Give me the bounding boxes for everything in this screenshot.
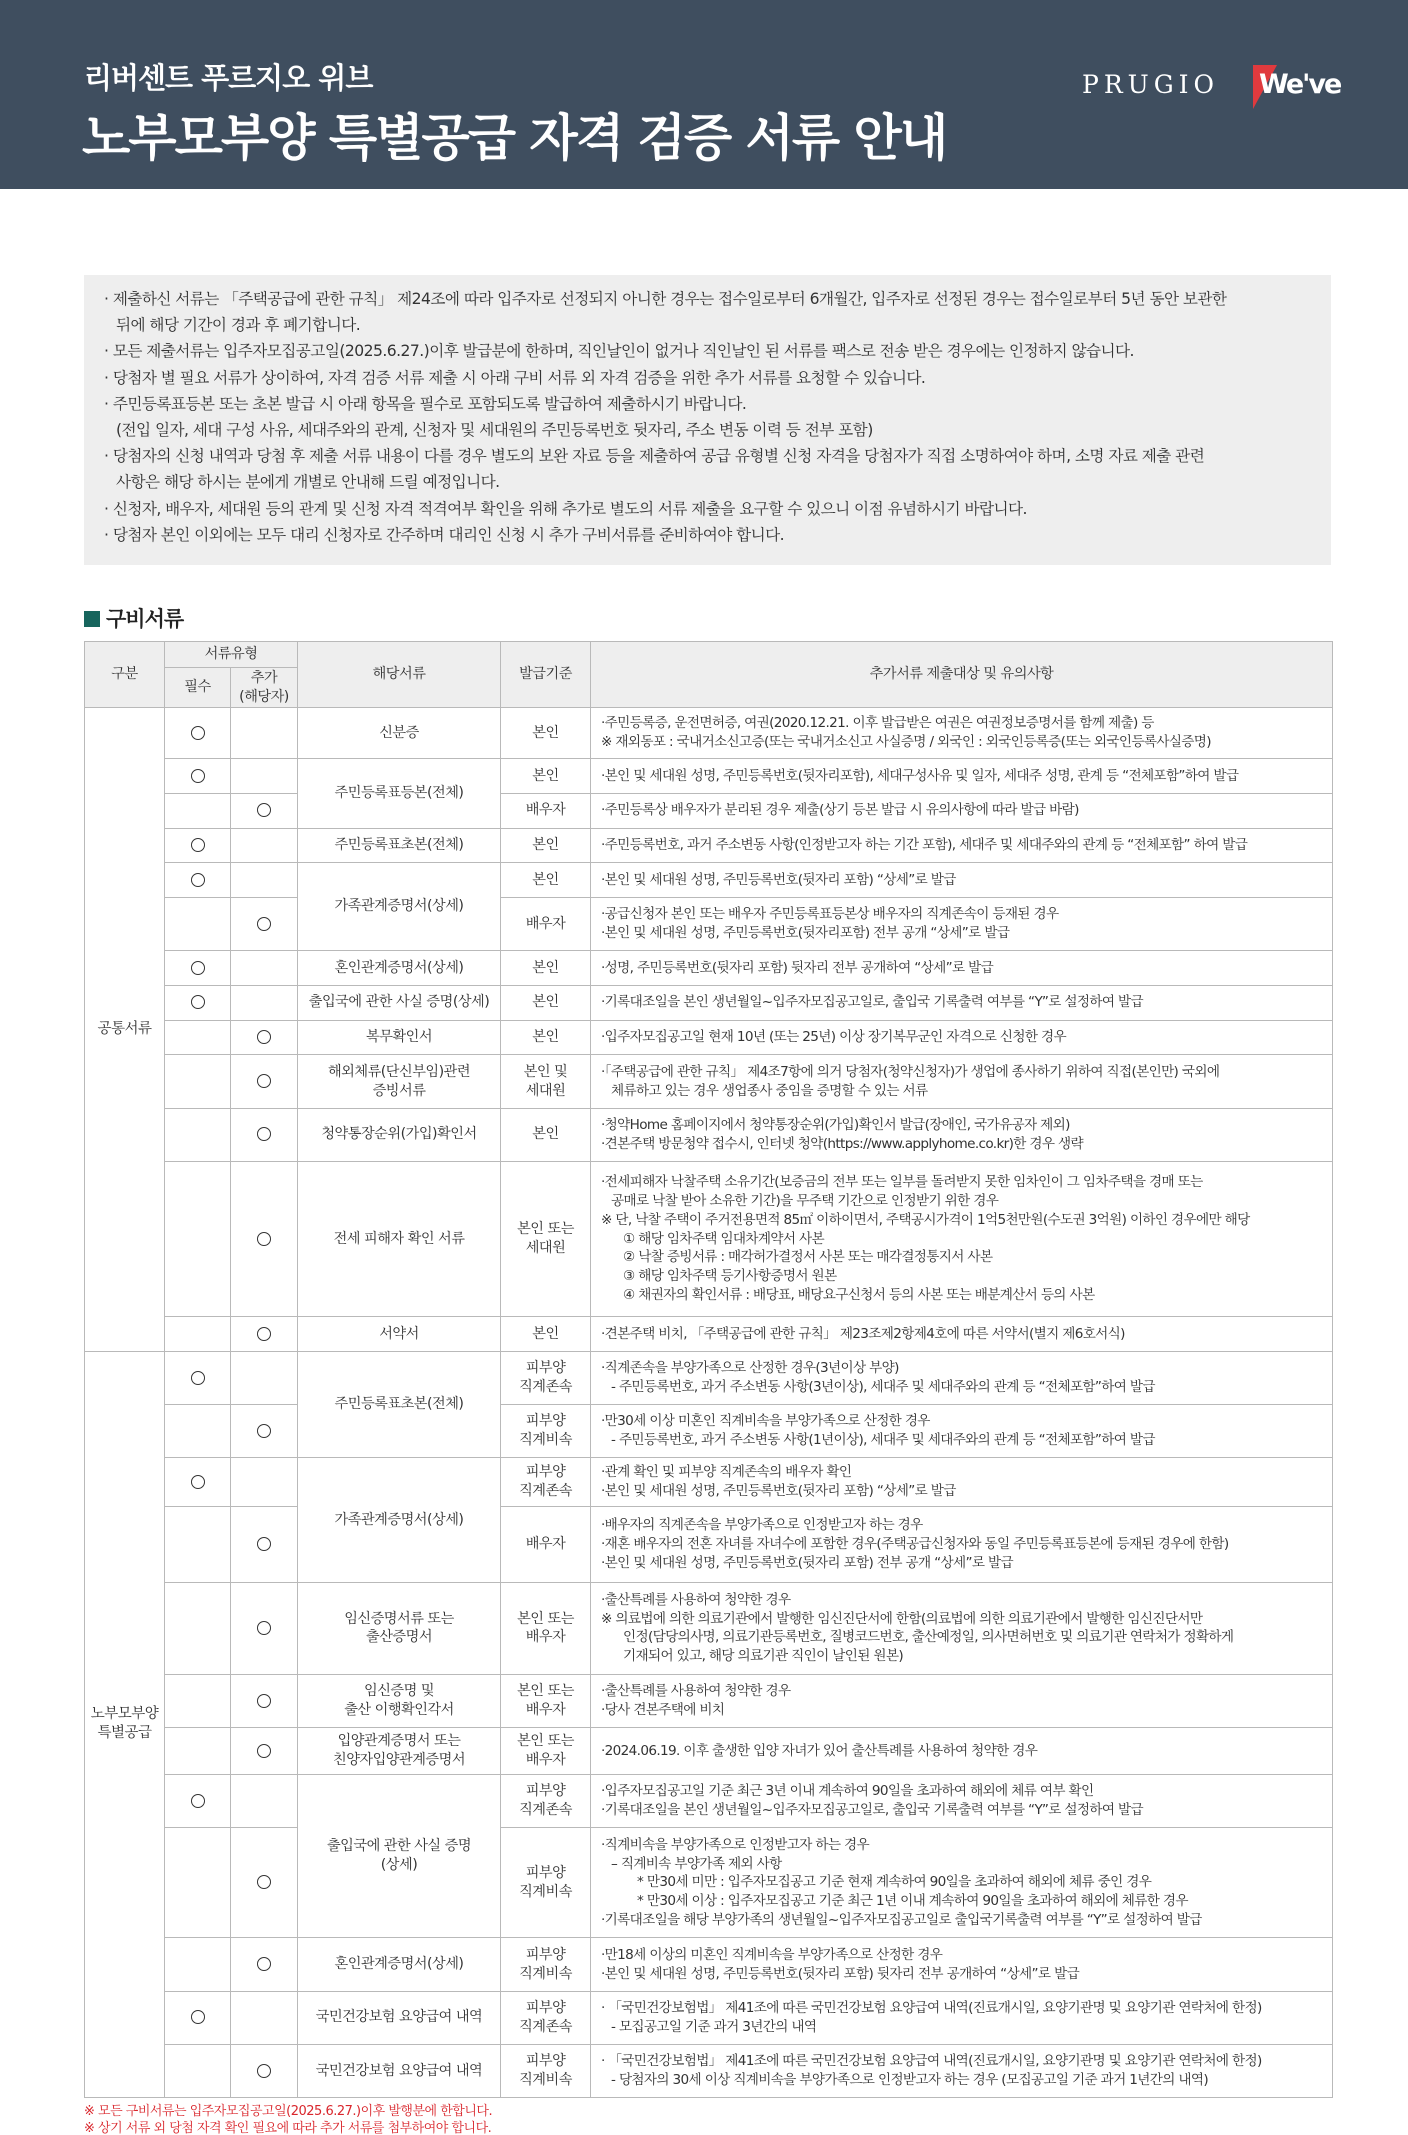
note-line: ·본인 및 세대원 성명, 주민등록번호(뒷자리 포함) 뒷자리 전부 공개하여 “상세”로 발급 <box>601 1965 1080 1982</box>
project-name: 리버센트 푸르지오 위브 <box>84 61 373 95</box>
note-line: ② 낙찰 증빙서류 : 매각허가결정서 사본 또는 매각결정통지서 사본 <box>623 1249 993 1266</box>
note-line: ·재혼 배우자의 전혼 자녀를 자녀수에 포함한 경우(주택공급신청자와 동일 주민등록표등본에 등재된 경우에 한함) <box>601 1536 1229 1553</box>
section-marker-icon <box>84 611 100 627</box>
note-line: ※ 의료법에 의한 의료기관에서 발행한 임신진단서에 한함(의료법에 의한 의료기관에서 발행한 임신진단서만 <box>601 1610 1203 1627</box>
circle-mark-icon <box>257 1424 271 1438</box>
header-doc: 해당서류 <box>298 642 501 708</box>
table-row <box>85 708 1333 759</box>
footnote-line: ※ 모든 구비서류는 입주자모집공고일(2025.6.27.)이후 발행분에 한합니다. <box>84 2104 493 2119</box>
additional-cell <box>231 1828 298 1938</box>
documents-table <box>84 641 1333 2098</box>
table-row <box>85 1774 1333 1827</box>
circle-mark-icon <box>257 1875 271 1889</box>
note-line: * 만30세 이상 : 입주자모집공고 기준 최근 1년 이내 계속하여 90일을 초과하여 해외에 체류한 경우 <box>637 1893 1188 1910</box>
basis-cell: 본인 또는 배우자 <box>501 1727 591 1774</box>
required-cell <box>165 1674 231 1727</box>
additional-cell <box>231 1405 298 1458</box>
basis-cell: 본인 또는 배우자 <box>501 1582 591 1674</box>
notice-line: (전입 일자, 세대 구성 사유, 세대주와의 관계, 신청자 및 세대원의 주민등록번호 뒷자리, 주소 변동 이력 등 전부 포함) <box>116 421 873 440</box>
note-line: ·출산특례를 사용하여 청약한 경우 <box>601 1683 791 1700</box>
table-row <box>85 1055 1333 1108</box>
note-line: ·직계비속을 부양가족으로 인정받고자 하는 경우 <box>601 1836 870 1853</box>
table-row <box>85 951 1333 986</box>
note-line: ·청약Home 홈페이지에서 청약통장순위(가입)확인서 발급(장애인, 국가유공자 제외) <box>601 1116 1070 1133</box>
note-line: ① 해당 임차주택 임대차계약서 사본 <box>623 1230 824 1247</box>
doc-name-cell: 국민건강보험 요양급여 내역 <box>298 1991 501 2044</box>
table-row <box>85 1405 1333 1458</box>
required-cell <box>165 1458 231 1507</box>
required-cell <box>165 2044 231 2097</box>
required-cell <box>165 1405 231 1458</box>
page-header <box>0 0 1408 189</box>
required-cell <box>165 1828 231 1938</box>
note-cell <box>591 863 1333 898</box>
doc-name-cell: 신분증 <box>298 708 501 759</box>
note-cell <box>591 1991 1333 2044</box>
header-note: 추가서류 제출대상 및 유의사항 <box>591 642 1333 708</box>
additional-cell <box>231 1108 298 1161</box>
additional-cell <box>231 1991 298 2044</box>
required-cell <box>165 1938 231 1991</box>
doc-name-cell: 전세 피해자 확인 서류 <box>298 1161 501 1316</box>
circle-mark-icon <box>257 1232 271 1246</box>
note-line: ·2024.06.19. 이후 출생한 입양 자녀가 있어 출산특례를 사용하여 청약한 경우 <box>601 1742 1038 1759</box>
table-row <box>85 1991 1333 2044</box>
footnote-line: ※ 상기 서류 외 당첨 자격 확인 필요에 따라 추가 서류를 첨부하여야 합니다. <box>84 2121 492 2135</box>
basis-cell: 배우자 <box>501 898 591 951</box>
basis-cell: 피부양 직계존속 <box>501 1991 591 2044</box>
note-cell <box>591 1774 1333 1827</box>
additional-cell <box>231 1938 298 1991</box>
basis-cell: 본인 <box>501 951 591 986</box>
required-cell <box>165 1991 231 2044</box>
note-cell <box>591 1108 1333 1161</box>
required-cell <box>165 985 231 1020</box>
doc-name-cell: 가족관계증명서(상세) <box>298 1458 501 1583</box>
table-row <box>85 1458 1333 1507</box>
doc-name-cell: 입양관계증명서 또는 친양자입양관계증명서 <box>298 1727 501 1774</box>
basis-cell: 피부양 직계비속 <box>501 1938 591 1991</box>
note-line: · 「국민건강보험법」 제41조에 따른 국민건강보험 요양급여 내역(진료개시일, 요양기관명 및 요양기관 연락처에 한정) <box>601 1999 1262 2016</box>
note-cell <box>591 1161 1333 1316</box>
note-line: ·출산특례를 사용하여 청약한 경우 <box>601 1591 791 1608</box>
table-row <box>85 1727 1333 1774</box>
circle-mark-icon <box>191 995 205 1009</box>
additional-cell <box>231 1774 298 1827</box>
note-line: ·견본주택 방문청약 접수시, 인터넷 청약(https://www.applyhome.co.kr)한 경우 생략 <box>601 1135 1084 1152</box>
table-row <box>85 1020 1333 1055</box>
notice-line: · 주민등록표등본 또는 초본 발급 시 아래 항목을 필수로 포함되도록 발급하여 제출하시기 바랍니다. <box>104 394 747 413</box>
basis-cell: 본인 <box>501 1317 591 1352</box>
required-cell <box>165 1161 231 1316</box>
basis-cell: 피부양 직계존속 <box>501 1458 591 1507</box>
weve-logo <box>1253 65 1341 109</box>
circle-mark-icon <box>191 2010 205 2024</box>
table-row <box>85 1582 1333 1674</box>
note-line: – 직계비속 부양가족 제외 사항 <box>611 1855 782 1872</box>
doc-name-cell: 혼인관계증명서(상세) <box>298 951 501 986</box>
doc-name-cell: 국민건강보험 요양급여 내역 <box>298 2044 501 2097</box>
note-cell <box>591 828 1333 863</box>
basis-cell: 피부양 직계비속 <box>501 2044 591 2097</box>
note-cell <box>591 985 1333 1020</box>
note-line: * 만30세 미만 : 입주자모집공고 기준 현재 계속하여 90일을 초과하여 해외에 체류 중인 경우 <box>637 1874 1152 1891</box>
required-cell <box>165 951 231 986</box>
note-cell <box>591 1938 1333 1991</box>
basis-cell: 본인 또는 배우자 <box>501 1674 591 1727</box>
required-cell <box>165 759 231 794</box>
note-line: ·「주택공급에 관한 규칙」 제4조7항에 의거 당첨자(청약신청자)가 생업에 종사하기 위하여 직접(본인만) 국외에 <box>601 1063 1220 1080</box>
additional-cell <box>231 951 298 986</box>
note-line: ·주민등록증, 운전면허증, 여권(2020.12.21. 이후 발급받은 여권은 여권정보증명서를 함께 제출) 등 <box>601 715 1154 732</box>
circle-mark-icon <box>191 726 205 740</box>
basis-cell: 본인 <box>501 828 591 863</box>
additional-cell <box>231 1161 298 1316</box>
note-line: ·주민등록상 배우자가 분리된 경우 제출(상기 등본 발급 시 유의사항에 따라 발급 바람) <box>601 802 1079 819</box>
group-cell: 공통서류 <box>85 708 165 1352</box>
note-line: ·관계 확인 및 피부양 직계존속의 배우자 확인 <box>601 1464 852 1481</box>
required-cell <box>165 708 231 759</box>
note-cell <box>591 708 1333 759</box>
note-cell <box>591 1405 1333 1458</box>
note-line: ※ 재외동포 : 국내거소신고증(또는 국내거소신고 사실증명 / 외국인 : 외국인등록증(또는 외국인등록사실증명) <box>601 734 1211 751</box>
note-line: ·주민등록번호, 과거 주소변동 사항(인정받고자 하는 기간 포함), 세대주 및 세대주와의 관계 등 “전체포함” 하여 발급 <box>601 837 1248 854</box>
doc-name-cell: 복무확인서 <box>298 1020 501 1055</box>
basis-cell: 본인 <box>501 1108 591 1161</box>
prugio-logo: PRUGIO <box>1082 70 1220 99</box>
basis-cell: 피부양 직계존속 <box>501 1774 591 1827</box>
note-cell <box>591 1055 1333 1108</box>
note-cell <box>591 1351 1333 1404</box>
notice-line: · 당첨자 본인 이외에는 모두 대리 신청자로 간주하며 대리인 신청 시 추가 구비서류를 준비하여야 합니다. <box>104 525 785 544</box>
table-body <box>85 708 1333 2098</box>
doc-name-cell: 가족관계증명서(상세) <box>298 863 501 951</box>
notice-line: · 모든 제출서류는 입주자모집공고일(2025.6.27.)이후 발급분에 한하며, 직인날인이 없거나 직인날인 된 서류를 팩스로 전송 받은 경우에는 인정하지 않습니다. <box>104 342 1134 361</box>
additional-cell <box>231 1674 298 1727</box>
required-cell <box>165 1055 231 1108</box>
note-line: ·본인 및 세대원 성명, 주민등록번호(뒷자리 포함) 전부 공개 “상세”로 발급 <box>601 1554 1013 1571</box>
circle-mark-icon <box>257 2064 271 2078</box>
header-basis: 발급기준 <box>501 642 591 708</box>
table-row <box>85 2044 1333 2097</box>
basis-cell: 본인 <box>501 708 591 759</box>
circle-mark-icon <box>191 1371 205 1385</box>
doc-name-cell: 임신증명 및 출산 이행확인각서 <box>298 1674 501 1727</box>
note-line: - 모집공고일 기준 과거 3년간의 내역 <box>611 2018 817 2035</box>
note-line: ·전세피해자 낙찰주택 소유기간(보증금의 전부 또는 일부를 돌려받지 못한 임차인이 그 임차주택을 경매 또는 <box>601 1174 1203 1191</box>
basis-cell: 본인 및 세대원 <box>501 1055 591 1108</box>
note-line: ·직계존속을 부양가족으로 산정한 경우(3년이상 부양) <box>601 1360 899 1377</box>
note-line: 공매로 낙찰 받아 소유한 기간)을 무주택 기간으로 인정받기 위한 경우 <box>611 1193 999 1210</box>
additional-cell <box>231 1055 298 1108</box>
header-required: 필수 <box>165 668 231 708</box>
notice-line: · 신청자, 배우자, 세대원 등의 관계 및 신청 자격 적격여부 확인을 위해 추가로 별도의 서류 제출을 요구할 수 있으니 이점 유념하시기 바랍니다. <box>104 499 1027 518</box>
note-line: 기재되어 있고, 해당 의료기관 직인이 날인된 원본) <box>623 1648 903 1665</box>
table-row <box>85 1507 1333 1583</box>
table-row <box>85 898 1333 951</box>
note-line: ④ 채권자의 확인서류 : 배당표, 배당요구신청서 등의 사본 또는 배분계산서 등의 사본 <box>623 1286 1095 1303</box>
table-row <box>85 1828 1333 1938</box>
required-cell <box>165 1727 231 1774</box>
note-line: ·입주자모집공고일 현재 10년 (또는 25년) 이상 장기복무군인 자격으로 신청한 경우 <box>601 1029 1066 1046</box>
header-additional: 추가 (해당자) <box>231 668 298 708</box>
circle-mark-icon <box>191 838 205 852</box>
table-row <box>85 1108 1333 1161</box>
required-cell <box>165 1774 231 1827</box>
header-group: 구분 <box>85 642 165 708</box>
basis-cell: 피부양 직계비속 <box>501 1828 591 1938</box>
note-line: ·기록대조일을 해당 부양가족의 생년월일~입주자모집공고일로 출입국기록출력 여부를 “Y”로 설정하여 발급 <box>601 1911 1202 1928</box>
notice-line: 사항은 해당 하시는 분에게 개별로 안내해 드릴 예정입니다. <box>116 473 500 492</box>
additional-cell <box>231 1020 298 1055</box>
table-row <box>85 1317 1333 1352</box>
circle-mark-icon <box>191 961 205 975</box>
note-cell <box>591 898 1333 951</box>
additional-cell <box>231 1458 298 1507</box>
circle-mark-icon <box>191 1475 205 1489</box>
required-cell <box>165 1108 231 1161</box>
required-cell <box>165 863 231 898</box>
table-row <box>85 828 1333 863</box>
basis-cell: 피부양 직계비속 <box>501 1405 591 1458</box>
note-line: ·배우자의 직계존속을 부양가족으로 인정받고자 하는 경우 <box>601 1517 923 1534</box>
additional-cell <box>231 793 298 828</box>
note-line: ·만30세 이상 미혼인 직계비속을 부양가족으로 산정한 경우 <box>601 1413 930 1430</box>
required-cell <box>165 793 231 828</box>
additional-cell <box>231 863 298 898</box>
note-cell <box>591 1727 1333 1774</box>
note-line: ·기록대조일을 본인 생년월일~입주자모집공고일로, 출입국 기록출력 여부를 “Y”로 설정하여 발급 <box>601 994 1143 1011</box>
circle-mark-icon <box>191 873 205 887</box>
note-cell <box>591 951 1333 986</box>
doc-name-cell: 주민등록표초본(전체) <box>298 1351 501 1457</box>
note-line: ·본인 및 세대원 성명, 주민등록번호(뒷자리포함) 전부 공개 “상세”로 발급 <box>601 925 1010 942</box>
table-row <box>85 1938 1333 1991</box>
required-cell <box>165 1317 231 1352</box>
basis-cell: 본인 <box>501 985 591 1020</box>
required-cell <box>165 828 231 863</box>
note-line: ·공급신청자 본인 또는 배우자 주민등록표등본상 배우자의 직계존속이 등재된 경우 <box>601 906 1059 923</box>
circle-mark-icon <box>191 1794 205 1808</box>
additional-cell <box>231 2044 298 2097</box>
basis-cell: 본인 <box>501 863 591 898</box>
circle-mark-icon <box>257 1537 271 1551</box>
doc-name-cell: 주민등록표초본(전체) <box>298 828 501 863</box>
weve-logo-text: We've <box>1259 69 1341 100</box>
table-row <box>85 1351 1333 1404</box>
note-line: - 주민등록번호, 과거 주소변동 사항(3년이상), 세대주 및 세대주와의 관계 등 “전체포함”하여 발급 <box>611 1378 1155 1395</box>
additional-cell <box>231 708 298 759</box>
basis-cell: 피부양 직계존속 <box>501 1351 591 1404</box>
section-title-text: 구비서류 <box>106 607 184 631</box>
doc-name-cell: 서약서 <box>298 1317 501 1352</box>
additional-cell <box>231 985 298 1020</box>
note-line: ·기록대조일을 본인 생년월일~입주자모집공고일로, 출입국 기록출력 여부를 “Y”로 설정하여 발급 <box>601 1802 1143 1818</box>
required-cell <box>165 1351 231 1404</box>
additional-cell <box>231 1317 298 1352</box>
required-cell <box>165 1020 231 1055</box>
page-title: 노부모부양 특별공급 자격 검증 서류 안내 <box>82 109 947 167</box>
circle-mark-icon <box>257 1074 271 1088</box>
note-cell <box>591 1317 1333 1352</box>
note-cell <box>591 1828 1333 1938</box>
additional-cell <box>231 1507 298 1583</box>
note-line: ·본인 및 세대원 성명, 주민등록번호(뒷자리 포함) “상세”로 발급 <box>601 1483 956 1500</box>
basis-cell: 본인 <box>501 1020 591 1055</box>
note-cell <box>591 1507 1333 1583</box>
required-cell <box>165 898 231 951</box>
table-row <box>85 863 1333 898</box>
note-line: 인정(담당의사명, 의료기관등록번호, 질병코드번호, 출산예정일, 의사면허번호 및 의료기관 연락처가 정확하게 <box>623 1629 1234 1646</box>
note-line: ·본인 및 세대원 성명, 주민등록번호(뒷자리포함), 세대구성사유 및 일자, 세대주 성명, 관계 등 “전체포함”하여 발급 <box>601 767 1239 784</box>
additional-cell <box>231 759 298 794</box>
note-line: 체류하고 있는 경우 생업종사 중임을 증명할 수 있는 서류 <box>611 1082 928 1099</box>
note-line: ·입주자모집공고일 기준 최근 3년 이내 계속하여 90일을 초과하여 해외에 체류 여부 확인 <box>601 1783 1094 1800</box>
section-title <box>84 603 183 633</box>
table-row <box>85 1674 1333 1727</box>
note-line: ※ 단, 낙찰 주택이 주거전용면적 85㎡ 이하이면서, 주택공시가격이 1억5천만원(수도권 3억원) 이하인 경우에만 해당 <box>601 1211 1250 1228</box>
note-cell <box>591 793 1333 828</box>
doc-name-cell: 주민등록표등본(전체) <box>298 759 501 829</box>
circle-mark-icon <box>257 803 271 817</box>
table-row <box>85 985 1333 1020</box>
note-line: ·견본주택 비치, 「주택공급에 관한 규칙」 제23조제2항제4호에 따른 서약서(별지 제6호서식) <box>601 1325 1125 1342</box>
notice-line: · 당첨자의 신청 내역과 당첨 후 제출 서류 내용이 다를 경우 별도의 보완 자료 등을 제출하여 공급 유형별 신청 자격을 당첨자가 직접 소명하여야 하며, 소명 자료 제출 관련 <box>104 447 1205 466</box>
notice-line: · 제출하신 서류는 「주택공급에 관한 규칙」 제24조에 따라 입주자로 선정되지 아니한 경우는 접수일로부터 6개월간, 입주자로 선정된 경우는 접수일로부터 5년 동안 보관한 <box>104 290 1227 308</box>
note-line: ·성명, 주민등록번호(뒷자리 포함) 뒷자리 전부 공개하여 “상세”로 발급 <box>601 959 994 976</box>
additional-cell <box>231 898 298 951</box>
additional-cell <box>231 1351 298 1404</box>
basis-cell: 본인 <box>501 759 591 794</box>
note-cell <box>591 1458 1333 1507</box>
note-cell <box>591 1582 1333 1674</box>
notice-box <box>84 275 1331 565</box>
basis-cell: 배우자 <box>501 1507 591 1583</box>
circle-mark-icon <box>257 1744 271 1758</box>
doc-name-cell: 출입국에 관한 사실 증명(상세) <box>298 985 501 1020</box>
group-cell: 노부모부양 특별공급 <box>85 1351 165 2097</box>
note-line: ③ 해당 임차주택 등기사항증명서 원본 <box>623 1268 837 1285</box>
circle-mark-icon <box>191 769 205 783</box>
table-row <box>85 759 1333 794</box>
additional-cell <box>231 828 298 863</box>
circle-mark-icon <box>257 917 271 931</box>
table-row <box>85 1161 1333 1316</box>
header-type: 서류유형 <box>165 642 298 668</box>
footnotes <box>84 2103 492 2135</box>
note-cell <box>591 759 1333 794</box>
doc-name-cell: 임신증명서류 또는 출산증명서 <box>298 1582 501 1674</box>
basis-cell: 본인 또는 세대원 <box>501 1161 591 1316</box>
note-line: ·본인 및 세대원 성명, 주민등록번호(뒷자리 포함) “상세”로 발급 <box>601 871 956 888</box>
additional-cell <box>231 1582 298 1674</box>
circle-mark-icon <box>257 1694 271 1708</box>
doc-name-cell: 청약통장순위(가입)확인서 <box>298 1108 501 1161</box>
table-row <box>85 793 1333 828</box>
note-line: ·만18세 이상의 미혼인 직계비속을 부양가족으로 산정한 경우 <box>601 1946 943 1963</box>
circle-mark-icon <box>257 1127 271 1141</box>
notice-line: 뒤에 해당 기간이 경과 후 폐기합니다. <box>116 316 361 335</box>
required-cell <box>165 1582 231 1674</box>
note-line: - 주민등록번호, 과거 주소변동 사항(1년이상), 세대주 및 세대주와의 관계 등 “전체포함”하여 발급 <box>611 1432 1155 1449</box>
doc-name-cell: 해외체류(단신부임)관련 증빙서류 <box>298 1055 501 1108</box>
circle-mark-icon <box>257 1030 271 1044</box>
note-cell <box>591 1674 1333 1727</box>
note-line: · 「국민건강보험법」 제41조에 따른 국민건강보험 요양급여 내역(진료개시일, 요양기관명 및 요양기관 연락처에 한정) <box>601 2053 1262 2070</box>
note-cell <box>591 2044 1333 2097</box>
additional-cell <box>231 1727 298 1774</box>
note-line: ·당사 견본주택에 비치 <box>601 1701 725 1718</box>
doc-name-cell: 혼인관계증명서(상세) <box>298 1938 501 1991</box>
circle-mark-icon <box>257 1327 271 1341</box>
note-cell <box>591 1020 1333 1055</box>
doc-name-cell: 출입국에 관한 사실 증명 (상세) <box>298 1774 501 1938</box>
circle-mark-icon <box>257 1621 271 1635</box>
basis-cell: 배우자 <box>501 793 591 828</box>
notice-line: · 당첨자 별 필요 서류가 상이하여, 자격 검증 서류 제출 시 아래 구비 서류 외 자격 검증을 위한 추가 서류를 요청할 수 있습니다. <box>104 368 926 387</box>
required-cell <box>165 1507 231 1583</box>
note-line: - 당첨자의 30세 이상 직계비속을 부양가족으로 인정받고자 하는 경우 (모집공고일 기준 과거 1년간의 내역) <box>611 2071 1209 2088</box>
circle-mark-icon <box>257 1957 271 1971</box>
